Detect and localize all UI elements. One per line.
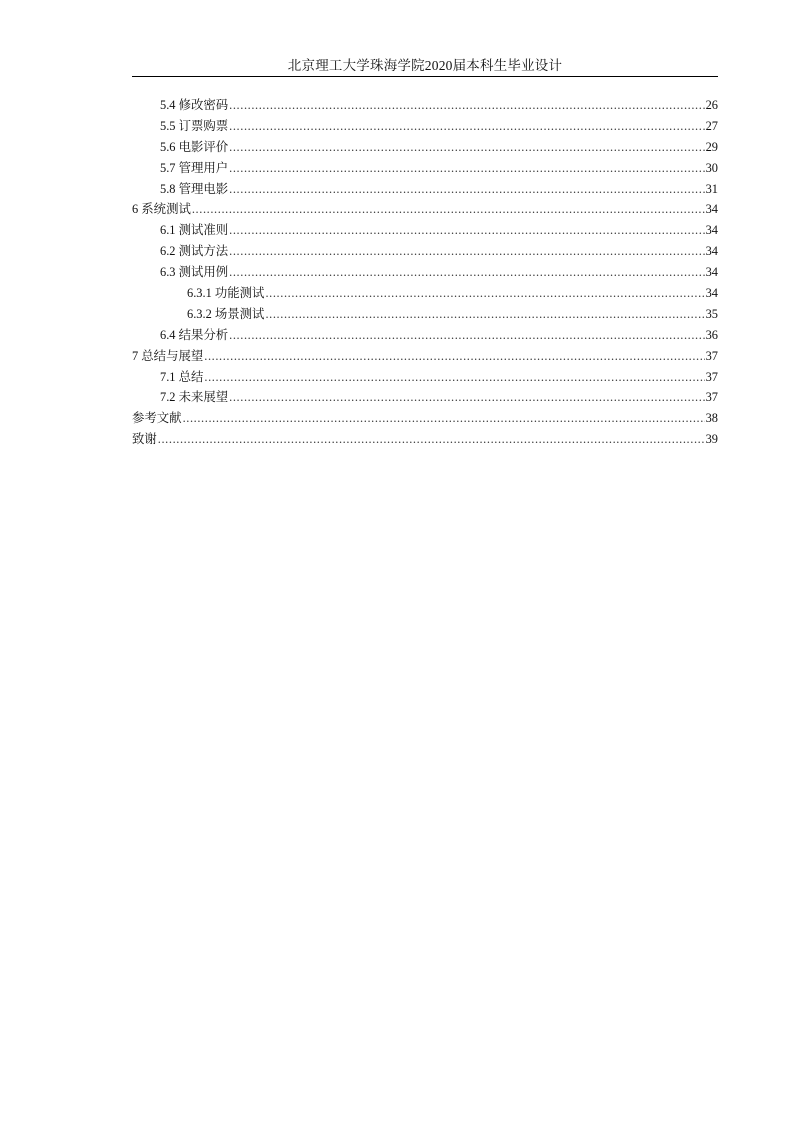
toc-entry-page: 34 bbox=[705, 244, 718, 259]
toc-entry-title: 6.4 结果分析 bbox=[160, 327, 229, 342]
toc-leader-dots bbox=[229, 116, 704, 137]
toc-entry[interactable] bbox=[132, 304, 718, 325]
toc-leader-dots bbox=[229, 137, 704, 158]
toc-leader-dots bbox=[204, 367, 704, 388]
toc-entry-title: 6.2 测试方法 bbox=[160, 244, 229, 259]
toc-leader-dots bbox=[229, 158, 704, 179]
toc-entry-page: 34 bbox=[705, 223, 718, 238]
toc-leader-dots bbox=[229, 95, 704, 116]
toc-entry-page: 26 bbox=[705, 98, 718, 112]
toc-entry-title: 6.3 测试用例 bbox=[160, 265, 229, 280]
toc-entry[interactable] bbox=[132, 241, 718, 262]
toc-entry[interactable] bbox=[132, 325, 718, 346]
toc-entry-title: 5.7 管理用户 bbox=[160, 160, 229, 175]
toc-entry-title: 7.2 未来展望 bbox=[160, 390, 229, 405]
toc-entry-page: 29 bbox=[705, 139, 718, 154]
toc-entry-page: 34 bbox=[705, 286, 718, 301]
toc-entry-title: 6.3.2 场景测试 bbox=[187, 306, 265, 321]
toc-entry[interactable] bbox=[132, 283, 718, 304]
toc-entry[interactable] bbox=[132, 95, 718, 116]
toc-entry[interactable] bbox=[132, 116, 718, 137]
toc-leader-dots bbox=[229, 179, 704, 200]
toc-entry-title: 致谢 bbox=[132, 432, 157, 447]
toc-leader-dots bbox=[229, 262, 704, 283]
toc-entry[interactable] bbox=[132, 220, 718, 241]
toc-leader-dots bbox=[229, 220, 704, 241]
toc-entry-page: 37 bbox=[705, 369, 718, 384]
toc-leader-dots bbox=[229, 241, 704, 262]
toc-entry-page: 35 bbox=[705, 306, 718, 321]
toc-entry[interactable] bbox=[132, 387, 718, 408]
toc-entry-title: 5.8 管理电影 bbox=[160, 181, 229, 196]
toc-leader-dots bbox=[192, 199, 705, 220]
toc-entry[interactable] bbox=[132, 408, 718, 429]
toc-leader-dots bbox=[265, 304, 704, 325]
toc-entry[interactable] bbox=[132, 367, 718, 388]
toc-entry-page: 38 bbox=[705, 411, 718, 426]
toc-entry[interactable] bbox=[132, 262, 718, 283]
toc-entry-title: 6.1 测试准则 bbox=[160, 223, 229, 238]
toc-entry-title: 6 系统测试 bbox=[132, 202, 191, 217]
toc-entry-page: 39 bbox=[705, 432, 718, 447]
toc-entry-page: 36 bbox=[705, 327, 718, 342]
toc-entry-title: 参考文献 bbox=[132, 411, 182, 426]
toc-entry-page: 27 bbox=[705, 118, 718, 133]
toc-entry-title: 5.4 修改密码 bbox=[160, 98, 229, 112]
toc-leader-dots bbox=[229, 387, 704, 408]
toc-entry[interactable] bbox=[132, 346, 718, 367]
toc-entry[interactable] bbox=[132, 199, 718, 220]
toc-entry-title: 7.1 总结 bbox=[160, 369, 204, 384]
toc-entry-page: 31 bbox=[705, 181, 718, 196]
toc-entry-page: 34 bbox=[705, 265, 718, 280]
page-header: 北京理工大学珠海学院2020届本科生毕业设计 bbox=[287, 58, 563, 73]
toc-entry[interactable] bbox=[132, 429, 718, 450]
toc-entry-title: 5.5 订票购票 bbox=[160, 118, 229, 133]
toc-entry-title: 5.6 电影评价 bbox=[160, 139, 229, 154]
toc-entry[interactable] bbox=[132, 179, 718, 200]
header-rule bbox=[132, 76, 718, 77]
table-of-contents bbox=[132, 95, 718, 450]
toc-entry-title: 7 总结与展望 bbox=[132, 348, 204, 363]
toc-entry-page: 37 bbox=[705, 348, 718, 363]
toc-leader-dots bbox=[265, 283, 704, 304]
toc-leader-dots bbox=[158, 429, 705, 450]
toc-leader-dots bbox=[229, 325, 704, 346]
toc-entry-page: 34 bbox=[705, 202, 718, 217]
toc-entry[interactable] bbox=[132, 158, 718, 179]
toc-leader-dots bbox=[183, 408, 705, 429]
toc-entry[interactable] bbox=[132, 137, 718, 158]
toc-entry-title: 6.3.1 功能测试 bbox=[187, 286, 265, 301]
toc-entry-page: 37 bbox=[705, 390, 718, 405]
toc-entry-page: 30 bbox=[705, 160, 718, 175]
toc-leader-dots bbox=[204, 346, 704, 367]
